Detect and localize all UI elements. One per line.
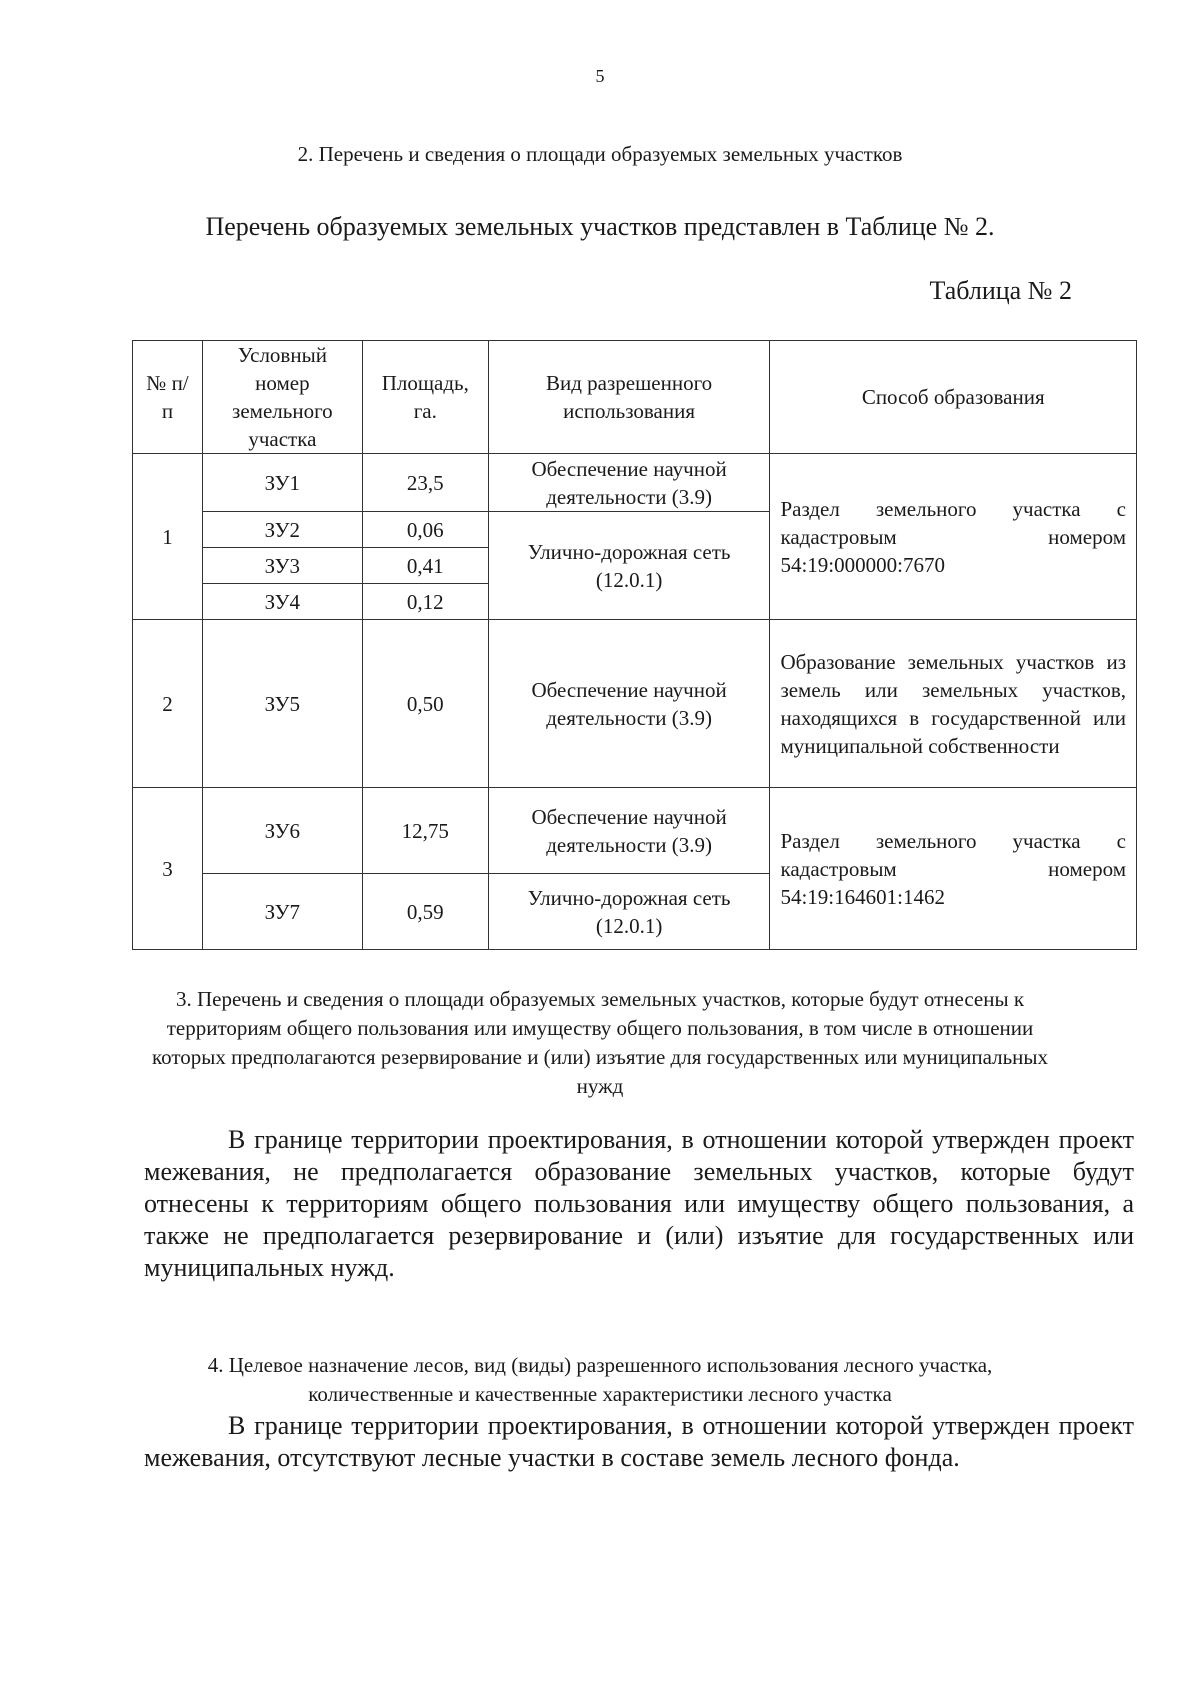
header-area: Площадь, га. [362,341,488,454]
section-2-heading: 2. Перечень и сведения о площади образуемых земельных участков [297,142,903,166]
section-3-heading: 3. Перечень и сведения о площади образуемых земельных участков, которые будут отнесены к территориям общего пользования или имуществу общего пользования, в том числе в отношении которых предполагаются резервирование и (или) изъятие для государственных или муниципальных нужд [151,987,1049,1098]
formation-method: Раздел земельного участка с кадастровым номером 54:19:164601:1462 [770,788,1137,950]
section-2-intro: Перечень образуемых земельных участков представлен в Таблице № 2. [205,212,995,241]
plot-area: 0,12 [362,584,488,620]
section-3-body [144,1124,1134,1284]
plot-id: ЗУ1 [202,454,362,512]
formation-method: Раздел земельного участка с кадастровым номером 54:19:000000:7670 [770,454,1137,620]
plot-area: 0,06 [362,512,488,548]
section-3-body-text: В границе территории проектирования, в отношении которой утвержден проект межевания, не предполагается образование земельных участков, которые будут отнесены к территориям общего пользования или имуществу общего пользования, а также не предполагается резервирование и (или) изъятие для государственных или муниципальных нужд. [144,1125,1134,1282]
formation-method: Образование земельных участков из земель или земельных участков, находящихся в государственной или муниципальной собственности [770,620,1137,788]
permitted-use: Обеспечение научной деятельности (3.9) [488,788,770,874]
plot-area: 12,75 [362,788,488,874]
plot-id: ЗУ5 [202,620,362,788]
table-header-row [133,341,1137,454]
table-caption: Таблица № 2 [929,276,1072,305]
header-plot-id: Условный номер земельного участка [202,341,362,454]
section-4-body [144,1410,1134,1474]
permitted-use: Обеспечение научной деятельности (3.9) [488,620,770,788]
section-4-heading: 4. Целевое назначение лесов, вид (виды) разрешенного использования лесного участка, количественные и качественные характеристики лесного участка [207,1353,993,1406]
plot-area: 0,59 [362,874,488,950]
plot-id: ЗУ3 [202,548,362,584]
header-number: № п/п [133,341,203,454]
permitted-use: Улично-дорожная сеть (12.0.1) [488,874,770,950]
group-number: 3 [133,788,203,950]
plot-area: 23,5 [362,454,488,512]
permitted-use: Улично-дорожная сеть (12.0.1) [488,512,770,620]
page-number: 5 [595,66,605,86]
table-row [133,788,1137,874]
section-4-body-text: В границе территории проектирования, в отношении которой утвержден проект межевания, отсутствуют лесные участки в составе земель лесного фонда. [144,1411,1134,1472]
header-formation-method: Способ образования [770,341,1137,454]
plot-id: ЗУ6 [202,788,362,874]
group-number: 2 [133,620,203,788]
plot-id: ЗУ2 [202,512,362,548]
plot-id: ЗУ4 [202,584,362,620]
plot-id: ЗУ7 [202,874,362,950]
plot-area: 0,41 [362,548,488,584]
header-permitted-use: Вид разрешенного использования [488,341,770,454]
group-number: 1 [133,454,203,620]
land-plots-table [132,340,1137,950]
table-row [133,454,1137,512]
permitted-use: Обеспечение научной деятельности (3.9) [488,454,770,512]
table-row [133,620,1137,788]
plot-area: 0,50 [362,620,488,788]
